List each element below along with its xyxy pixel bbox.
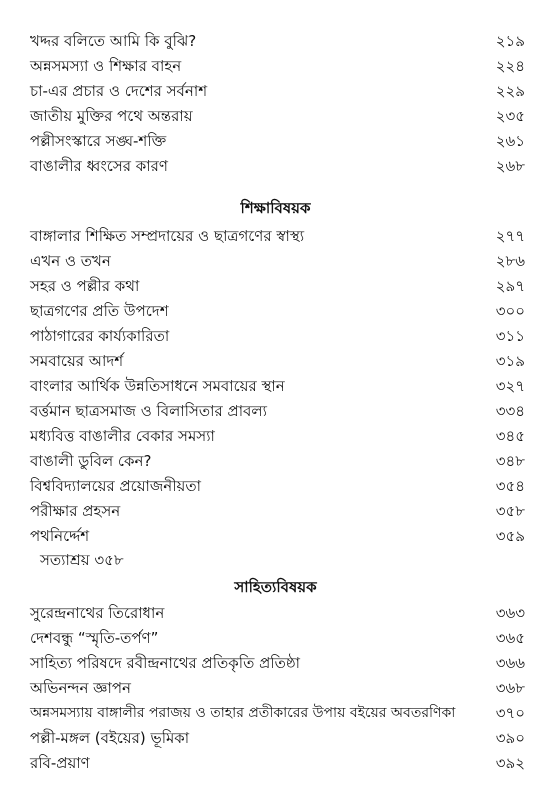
entry-page: ২৭৭ xyxy=(495,227,525,245)
toc-entry xyxy=(30,752,525,774)
entry-page: ৩১৯ xyxy=(495,352,525,370)
toc-entry xyxy=(30,325,525,347)
entry-title: অন্নসমস্যায় বাঙ্গালীর পরাজয় ও তাহার প্রতীকারের উপায় বইয়ের অবতরণিকা xyxy=(30,705,456,721)
toc-entry xyxy=(30,155,525,177)
entry-title: অন্নসমস্যা ও শিক্ষার বাহন xyxy=(30,57,182,75)
entry-page: ৩৬৫ xyxy=(495,629,525,647)
entry-page: ৩৫৯ xyxy=(495,527,525,545)
toc-entry xyxy=(30,375,525,397)
entry-title: বিশ্ববিদ্যালয়ের প্রয়োজনীয়তা xyxy=(30,477,201,495)
entry-page: ৩৭০ xyxy=(495,704,525,722)
toc-entry xyxy=(30,425,525,447)
entry-page: ৩৩৪ xyxy=(495,402,525,420)
entry-page: ৩২৭ xyxy=(495,377,525,395)
entry-title: পথনির্দ্দেশ xyxy=(30,527,90,545)
entry-page: ৩৫৪ xyxy=(495,477,525,495)
entry-page: ৩৫৮ xyxy=(495,502,525,520)
toc-entry xyxy=(30,275,525,297)
entry-title: বর্ত্তমান ছাত্রসমাজ ও বিলাসিতার প্রাবল্য xyxy=(30,402,267,420)
entry-page: ৩৯০ xyxy=(495,729,525,747)
entry-title: সাহিত্য পরিষদে রবীন্দ্রনাথের প্রতিকৃতি প্রতিষ্ঠা xyxy=(30,654,300,672)
toc-entry xyxy=(30,727,525,749)
toc-entry xyxy=(30,225,525,247)
entry-page: ২২৯ xyxy=(495,82,525,100)
entry-page: ২২৪ xyxy=(495,57,525,75)
entry-title: চা-এর প্রচার ও দেশের সর্বনাশ xyxy=(30,82,208,100)
toc-entry xyxy=(30,652,525,674)
entry-page: ২৬১ xyxy=(495,132,525,150)
toc-entry xyxy=(30,55,525,77)
entry-title: মধ্যবিত্ত বাঙালীর বেকার সমস্যা xyxy=(30,427,215,445)
entry-page: ২৮৬ xyxy=(495,252,525,270)
entry-title: পরীক্ষার প্রহসন xyxy=(30,502,121,520)
toc-entry xyxy=(30,300,525,322)
entry-page: ৩০০ xyxy=(495,302,525,320)
entry-title: বাংলার আর্থিক উন্নতিসাধনে সমবায়ের স্থান xyxy=(30,377,285,395)
entry-page: ৩৪৫ xyxy=(495,427,525,445)
section-heading-education: শিক্ষাবিষয়ক xyxy=(240,199,311,217)
toc-entry xyxy=(30,475,525,497)
toc-entry xyxy=(30,627,525,649)
entry-title: অভিনন্দন জ্ঞাপন xyxy=(30,679,132,697)
entry-page: ৩৯২ xyxy=(495,754,525,772)
toc-entry xyxy=(30,525,525,547)
entry-title: সহর ও পল্লীর কথা xyxy=(30,277,140,295)
entry-title: খদ্দর বলিতে আমি কি বুঝি? xyxy=(30,32,197,50)
entry-title: বাঙ্গালার শিক্ষিত সম্প্রদায়ের ও ছাত্রগণের স্বাস্থ্য xyxy=(30,227,305,245)
entry-page: ৩৬৮ xyxy=(495,679,525,697)
entry-title: পল্লীসংস্কারে সঙ্ঘ-শক্তি xyxy=(30,132,167,150)
entry-title: দেশবন্ধু “স্মৃতি-তর্পণ” xyxy=(30,629,159,647)
entry-title: ছাত্রগণের প্রতি উপদেশ xyxy=(30,302,169,320)
entry-title: সুরেন্দ্রনাথের তিরোধান xyxy=(30,604,165,622)
toc-entry xyxy=(30,702,525,724)
entry-title: পাঠাগারের কার্য্যকারিতা xyxy=(30,327,170,345)
entry-page: ২৯৭ xyxy=(495,277,525,295)
entry-title: এখন ও তখন xyxy=(30,252,111,270)
toc-entry xyxy=(30,602,525,624)
toc-entry xyxy=(30,677,525,699)
entry-title: বাঙালীর ধ্বংসের কারণ xyxy=(30,157,168,175)
entry-title: বাঙালী ডুবিল কেন? xyxy=(30,452,152,470)
entry-page: ৩১১ xyxy=(495,327,525,345)
entry-page: ৩৪৮ xyxy=(495,452,525,470)
section-heading-literature: সাহিত্যবিষয়ক xyxy=(234,578,317,596)
entry-title: সমবায়ের আদর্শ xyxy=(30,352,124,370)
entry-page: ২১৯ xyxy=(495,32,525,50)
toc-entry xyxy=(30,130,525,152)
toc-entry xyxy=(30,250,525,272)
note-text: সত্যাশ্রয় ৩৫৮ xyxy=(40,551,124,569)
entry-title: জাতীয় মুক্তির পথে অন্তরায় xyxy=(30,107,193,125)
toc-entry xyxy=(30,350,525,372)
toc-entry xyxy=(30,450,525,472)
entry-page: ৩৬৬ xyxy=(495,654,525,672)
entry-title: পল্লী-মঙ্গল (বইয়ের) ভূমিকা xyxy=(30,729,190,747)
entry-page: ২৬৮ xyxy=(495,157,525,175)
toc-entry xyxy=(30,30,525,52)
toc-entry xyxy=(30,500,525,522)
entry-title: রবি-প্রয়াণ xyxy=(30,754,90,772)
toc-entry xyxy=(30,105,525,127)
toc-entry xyxy=(30,400,525,422)
toc-entry xyxy=(30,80,525,102)
entry-page: ২৩৫ xyxy=(495,107,525,125)
entry-page: ৩৬৩ xyxy=(495,604,525,622)
